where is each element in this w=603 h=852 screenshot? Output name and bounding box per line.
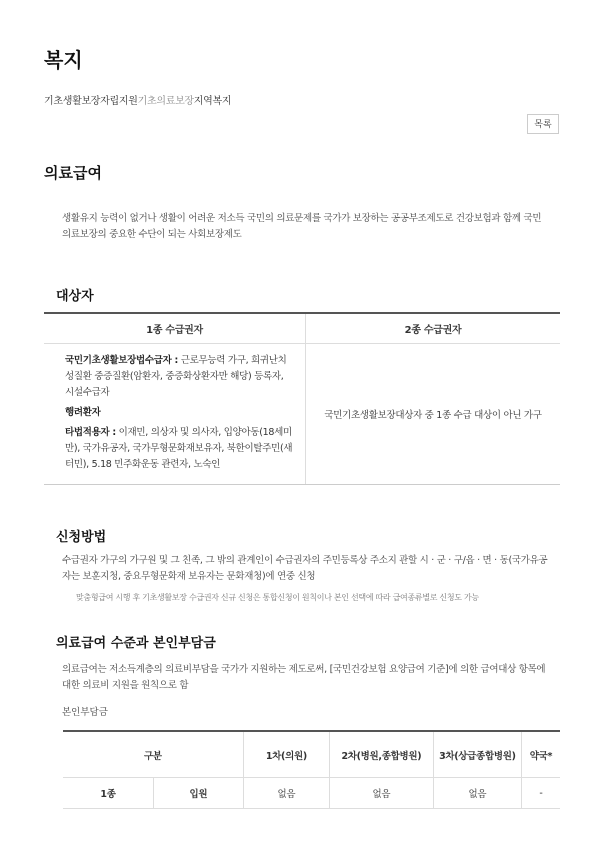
table-header-row [44,313,560,344]
recipient-group-3 [65,425,294,473]
value-cell: 없음 [329,778,433,809]
value-cell: 없음 [433,778,521,809]
target-heading: 대상자 [56,289,94,304]
type-cell: 1종 [63,778,154,809]
sub-navigation [44,92,231,107]
subtype-cell: 입원 [154,778,244,809]
section-title: 의료급여 [44,164,102,182]
nav-community-welfare[interactable]: 지역복지 [193,96,232,107]
header-category: 구분 [63,731,243,778]
header-secondary: 2차(병원,종합병원) [329,731,433,778]
value-cell: - [521,778,560,809]
nav-basic-living[interactable]: 기초생활보장 [44,96,101,107]
group-label: 국민기초생활보장법수급자 : [65,355,179,366]
group-text: 근로무능력 가구, 희귀난치성질환 중증질환(암환자, 중증화상환자만 해당) 등록자, 시설수급자 [65,355,287,398]
group-label: 타법적용자 : [65,427,116,438]
col1-cell [44,344,306,485]
apply-note: 맞춤형급여 시행 후 기초생활보장 수급권자 신규 신청은 통합신청이 원칙이나 본인 선택에 따라 급여종류별로 신청도 가능 [76,593,479,602]
target-table [44,312,560,485]
header-tertiary: 3차(상급종합병원) [433,731,521,778]
col2-cell: 국민기초생활보장대상자 중 1종 수급 대상이 아닌 가구 [306,344,561,485]
apply-text: 수급권자 가구의 가구원 및 그 친족, 그 밖의 관계인이 수급권자의 주민등록상 주소지 관할 시 · 군 · 구/읍 · 면 · 동(국가유공자는 보훈지청, 중요무형문화재 보유자는 문화재청)에 연중 신청 [62,555,548,582]
nav-medical-security[interactable]: 기초의료보장 [137,96,194,107]
col2-header: 2종 수급권자 [306,313,561,344]
page-title: 복지 [44,48,83,72]
list-button[interactable]: 목록 [527,114,559,134]
copay-label: 본인부담금 [62,707,108,718]
header-primary: 1차(의원) [243,731,329,778]
header-pharmacy: 약국* [521,731,560,778]
recipient-group-2 [65,405,294,421]
group-text: 이재민, 의상자 및 의사자, 입양아동(18세미만), 국가유공자, 국가무형문화재보유자, 북한이탈주민(새터민), 5.18 민주화운동 관련자, 노숙인 [65,427,293,470]
nav-self-support[interactable]: 자립지원 [100,96,138,107]
col1-header: 1종 수급권자 [44,313,306,344]
value-cell: 없음 [243,778,329,809]
table-row [44,344,560,485]
recipient-group-1 [65,353,294,401]
group-label: 행려환자 [65,407,101,418]
apply-heading: 신청방법 [56,530,107,545]
copay-table [63,730,560,809]
table-row [63,778,560,809]
level-heading: 의료급여 수준과 본인부담금 [56,636,216,651]
table-header-row [63,731,560,778]
intro-text: 생활유지 능력이 없거나 생활이 어려운 저소득 국민의 의료문제를 국가가 보장하는 공공부조제도로 건강보험과 함께 국민 의료보장의 중요한 수단이 되는 사회보장제도 [62,213,542,240]
level-text: 의료급여는 저소득계층의 의료비부담을 국가가 지원하는 제도로써, [국민건강보험 요양급여 기준]에 의한 급여대상 항목에 대한 의료비 지원을 원칙으로 함 [62,664,546,691]
